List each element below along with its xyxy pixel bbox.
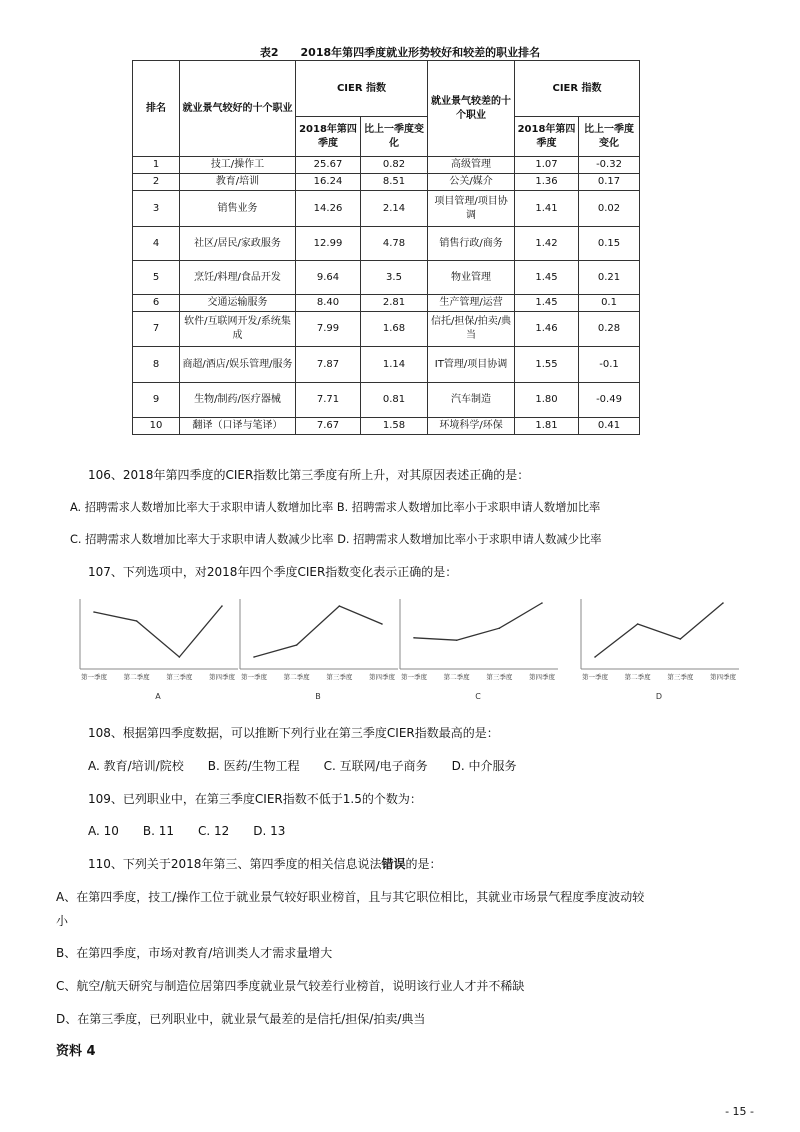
q108-options: A. 教育/培训/院校 B. 医药/生物工程 C. 互联网/电子商务 D. 中介服务 [88, 759, 517, 773]
cell-good-change: 1.68 [361, 312, 428, 347]
header-change: 比上一季度变化 [579, 117, 640, 157]
q110-option-a-cont: 小 [56, 914, 69, 928]
x-tick-label: 第一季度 [401, 673, 427, 681]
chart-option-label: D [655, 692, 663, 701]
cell-good-change: 0.82 [361, 157, 428, 174]
x-tick-label: 第四季度 [369, 673, 395, 681]
cell-bad-job: 汽车制造 [428, 383, 515, 418]
cell-bad-q4: 1.55 [515, 347, 579, 383]
cell-bad-change: 0.28 [579, 312, 640, 347]
cell-bad-change: 0.1 [579, 295, 640, 312]
q110-option-d: D、在第三季度，已列职业中，就业景气最差的是信托/担保/拍卖/典当 [56, 1012, 426, 1026]
table-row [133, 295, 640, 312]
data-point [179, 656, 181, 658]
cell-bad-job: IT管理/项目协调 [428, 347, 515, 383]
q107-stem: 107、下列选项中，对2018年四个季度CIER指数变化表示正确的是： [88, 565, 458, 579]
cell-rank: 1 [133, 157, 180, 174]
cell-good-job: 商超/酒店/娱乐管理/服务 [180, 347, 296, 383]
x-tick-label: 第三季度 [326, 673, 353, 681]
chart-d[interactable] [577, 597, 742, 709]
header-cier-good: CIER 指数 [296, 61, 428, 117]
q110-option-a: A、在第四季度，技工/操作工位于就业景气较好职业榜首，且与其它职位相比，其就业市场景气程度季度波动较 [56, 890, 645, 904]
x-tick-label: 第一季度 [81, 673, 107, 681]
cell-good-change: 2.14 [361, 191, 428, 227]
cell-bad-change: 0.41 [579, 418, 640, 435]
cell-good-change: 0.81 [361, 383, 428, 418]
data-point [136, 620, 138, 622]
cell-bad-q4: 1.45 [515, 261, 579, 295]
cell-good-q4: 7.67 [296, 418, 361, 435]
cell-good-q4: 8.40 [296, 295, 361, 312]
cell-bad-job: 高级管理 [428, 157, 515, 174]
x-tick-label: 第二季度 [123, 673, 150, 681]
chart-option-label: B [315, 692, 321, 701]
header-q4: 2018年第四季度 [296, 117, 361, 157]
cell-good-change: 3.5 [361, 261, 428, 295]
series-line [94, 606, 222, 657]
x-tick-label: 第二季度 [624, 673, 651, 681]
cell-bad-change: -0.49 [579, 383, 640, 418]
chart-option-label: C [475, 692, 481, 701]
data-point [253, 656, 255, 658]
q106-options-ab: A. 招聘需求人数增加比率大于求职申请人数增加比率 B. 招聘需求人数增加比率小于求职申请人数增加比率 [70, 501, 601, 514]
cell-bad-q4: 1.80 [515, 383, 579, 418]
cell-good-job: 教育/培训 [180, 174, 296, 191]
cell-good-q4: 9.64 [296, 261, 361, 295]
cell-good-job: 烹饪/料理/食品开发 [180, 261, 296, 295]
q110-stem-before: 110、下列关于2018年第三、第四季度的相关信息说法 [88, 857, 382, 871]
table-row [133, 157, 640, 174]
chart-a[interactable] [76, 597, 241, 709]
header-change: 比上一季度变化 [361, 117, 428, 157]
cell-bad-job: 项目管理/项目协调 [428, 191, 515, 227]
x-tick-label: 第四季度 [209, 673, 235, 681]
q110-option-c: C、航空/航天研究与制造位居第四季度就业景气较差行业榜首，说明该行业人才并不稀缺 [56, 979, 525, 993]
cell-bad-job: 环境科学/环保 [428, 418, 515, 435]
x-tick-label: 第三季度 [166, 673, 193, 681]
cell-good-change: 2.81 [361, 295, 428, 312]
table-row [133, 261, 640, 295]
cell-good-q4: 14.26 [296, 191, 361, 227]
cell-bad-q4: 1.45 [515, 295, 579, 312]
cell-good-job: 翻译（口译与笔译） [180, 418, 296, 435]
q110-stem [88, 855, 441, 873]
cell-good-job: 生物/制药/医疗器械 [180, 383, 296, 418]
x-tick-label: 第二季度 [283, 673, 310, 681]
table-row [133, 174, 640, 191]
cell-bad-change: 0.21 [579, 261, 640, 295]
x-tick-label: 第二季度 [443, 673, 470, 681]
table-row [133, 191, 640, 227]
series-line [414, 603, 542, 640]
cell-good-job: 交通运输服务 [180, 295, 296, 312]
cell-good-job: 技工/操作工 [180, 157, 296, 174]
q110-stem-after: 的是： [405, 857, 442, 871]
chart-c[interactable] [396, 597, 561, 709]
header-q4: 2018年第四季度 [515, 117, 579, 157]
cell-bad-change: -0.1 [579, 347, 640, 383]
cell-good-q4: 25.67 [296, 157, 361, 174]
cell-good-change: 1.14 [361, 347, 428, 383]
q110-stem-bold: 错误 [381, 857, 406, 871]
data-point [722, 602, 724, 604]
header-bad-jobs: 就业景气较差的十个职业 [428, 61, 515, 157]
cell-rank: 4 [133, 227, 180, 261]
cell-bad-job: 公关/媒介 [428, 174, 515, 191]
cell-rank: 9 [133, 383, 180, 418]
chart-option-label: A [155, 692, 161, 701]
cell-rank: 8 [133, 347, 180, 383]
cell-rank: 2 [133, 174, 180, 191]
cell-good-q4: 7.87 [296, 347, 361, 383]
x-tick-label: 第四季度 [710, 673, 736, 681]
data-point [381, 623, 383, 625]
cell-bad-job: 物业管理 [428, 261, 515, 295]
table-row [133, 347, 640, 383]
table-row [133, 312, 640, 347]
table-row [133, 227, 640, 261]
cell-good-q4: 16.24 [296, 174, 361, 191]
section-label: 资料 4 [56, 1044, 96, 1059]
data-point [221, 605, 223, 607]
data-point [499, 627, 501, 629]
cier-ranking-table [132, 60, 640, 435]
table-row [133, 383, 640, 418]
cell-good-job: 社区/居民/家政服务 [180, 227, 296, 261]
cell-rank: 3 [133, 191, 180, 227]
q108-stem: 108、根据第四季度数据，可以推断下列行业在第三季度CIER指数最高的是： [88, 726, 499, 740]
series-line [254, 606, 382, 657]
header-rank: 排名 [133, 61, 180, 157]
data-point [413, 637, 415, 639]
cell-good-q4: 12.99 [296, 227, 361, 261]
cell-good-q4: 7.71 [296, 383, 361, 418]
cell-good-change: 8.51 [361, 174, 428, 191]
cell-good-q4: 7.99 [296, 312, 361, 347]
cell-bad-q4: 1.81 [515, 418, 579, 435]
table-row [133, 418, 640, 435]
cell-rank: 5 [133, 261, 180, 295]
x-tick-label: 第一季度 [241, 673, 267, 681]
cell-good-job: 销售业务 [180, 191, 296, 227]
series-line [595, 603, 723, 657]
cell-bad-q4: 1.41 [515, 191, 579, 227]
data-point [93, 611, 95, 613]
q106-options-cd: C. 招聘需求人数增加比率大于求职申请人数减少比率 D. 招聘需求人数增加比率小于求职申请人数减少比率 [70, 533, 602, 546]
x-tick-label: 第一季度 [582, 673, 608, 681]
cell-bad-q4: 1.42 [515, 227, 579, 261]
chart-b[interactable] [236, 597, 401, 709]
data-point [456, 639, 458, 641]
header-good-jobs: 就业景气较好的十个职业 [180, 61, 296, 157]
header-cier-bad: CIER 指数 [515, 61, 640, 117]
data-point [541, 602, 543, 604]
cell-bad-q4: 1.46 [515, 312, 579, 347]
cell-rank: 6 [133, 295, 180, 312]
data-point [680, 638, 682, 640]
data-point [594, 656, 596, 658]
q106-stem: 106、2018年第四季度的CIER指数比第三季度有所上升，对其原因表述正确的是： [88, 468, 530, 482]
cell-bad-job: 生产管理/运营 [428, 295, 515, 312]
cell-bad-job: 销售行政/商务 [428, 227, 515, 261]
cell-bad-change: 0.17 [579, 174, 640, 191]
cell-good-change: 4.78 [361, 227, 428, 261]
cell-bad-change: -0.32 [579, 157, 640, 174]
cell-bad-job: 信托/担保/拍卖/典当 [428, 312, 515, 347]
q109-options: A. 10 B. 11 C. 12 D. 13 [88, 824, 286, 838]
cell-bad-q4: 1.36 [515, 174, 579, 191]
x-tick-label: 第四季度 [529, 673, 555, 681]
q109-stem: 109、已列职业中，在第三季度CIER指数不低于1.5的个数为： [88, 792, 422, 806]
cell-rank: 7 [133, 312, 180, 347]
x-tick-label: 第三季度 [486, 673, 513, 681]
cell-bad-change: 0.15 [579, 227, 640, 261]
cell-bad-q4: 1.07 [515, 157, 579, 174]
cell-good-change: 1.58 [361, 418, 428, 435]
data-point [339, 605, 341, 607]
cell-rank: 10 [133, 418, 180, 435]
data-point [637, 623, 639, 625]
x-tick-label: 第三季度 [667, 673, 694, 681]
table-caption: 表2 2018年第四季度就业形势较好和较差的职业排名 [259, 46, 541, 59]
q110-option-b: B、在第四季度，市场对教育/培训类人才需求量增大 [56, 946, 333, 960]
page-number: - 15 - [725, 1105, 754, 1118]
cell-good-job: 软件/互联网开发/系统集成 [180, 312, 296, 347]
data-point [296, 644, 298, 646]
cell-bad-change: 0.02 [579, 191, 640, 227]
